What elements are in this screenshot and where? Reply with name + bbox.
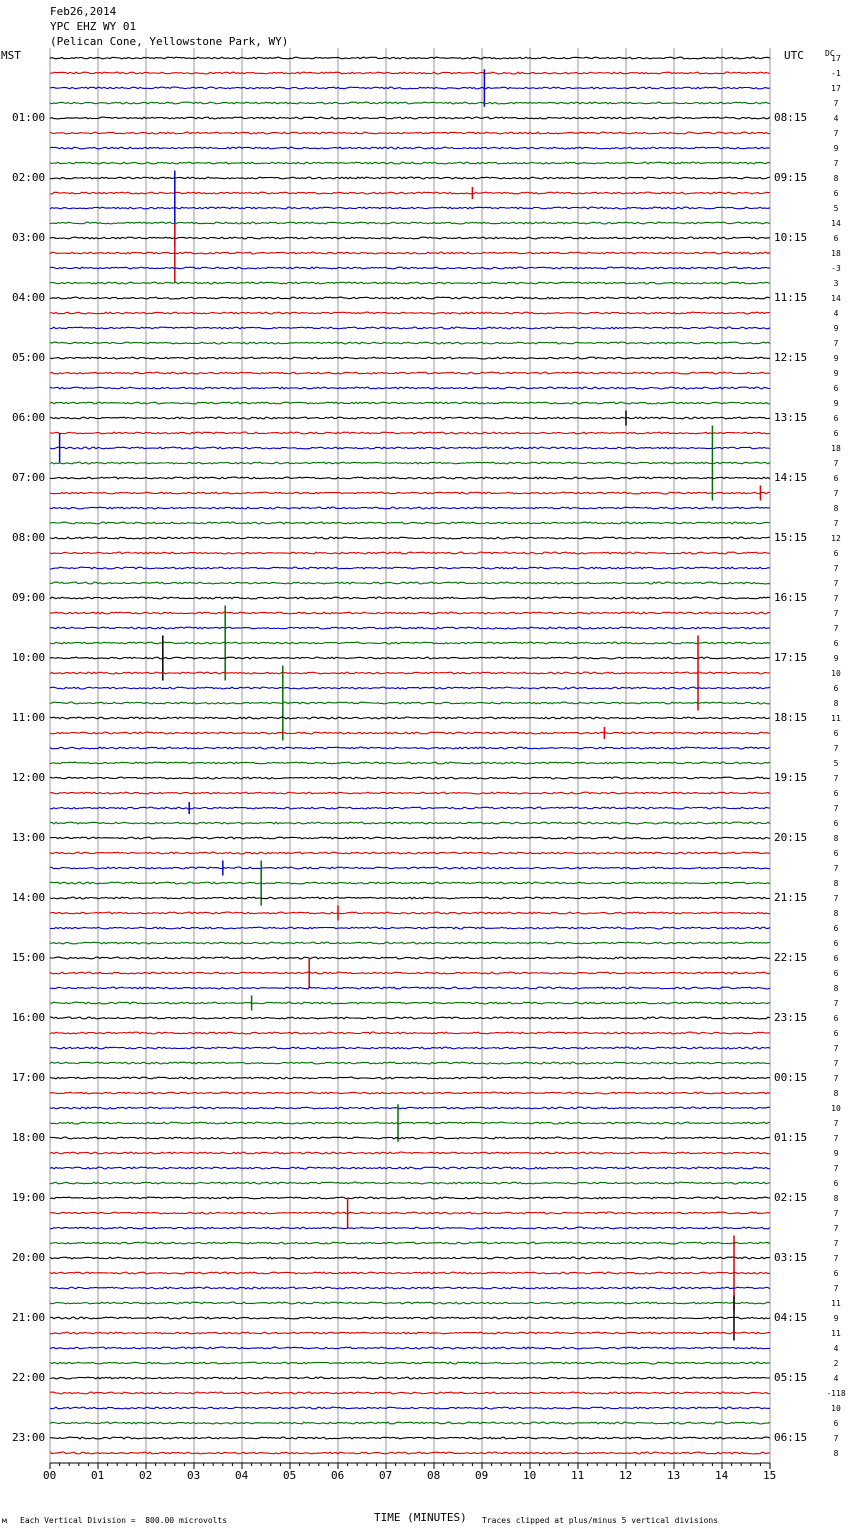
seismic-trace [50,297,770,299]
seismic-trace [50,1377,770,1379]
left-hour-label: 11:00 [12,711,46,724]
seismic-trace [50,1317,770,1319]
dc-offset-value: 6 [833,969,839,978]
dc-offset-value: 8 [833,174,839,183]
dc-offset-value: 9 [833,324,839,333]
seismic-trace [50,852,770,854]
dc-offset-value: 6 [833,954,839,963]
left-hour-label: 23:00 [12,1431,46,1444]
dc-offset-value: 7 [833,1134,839,1143]
seismic-trace [50,267,770,269]
corner-mark: м [2,1516,7,1525]
dc-offset-value: 6 [833,549,839,558]
dc-offset-value: 6 [833,234,839,243]
seismic-trace [50,612,770,614]
seismic-trace [50,627,770,629]
seismic-trace [50,1062,770,1064]
dc-offset-value: 6 [833,924,839,933]
left-hour-label: 04:00 [12,291,46,304]
seismic-trace [50,1197,770,1199]
dc-offset-value: 9 [833,1149,839,1158]
seismic-trace [50,1092,770,1094]
right-hour-label: 11:15 [774,291,808,304]
right-hour-label: 04:15 [774,1311,808,1324]
x-tick-label: 03 [187,1469,201,1482]
dc-offset-value: 7 [833,129,839,138]
x-tick-label: 06 [331,1469,345,1482]
seismic-trace [50,597,770,599]
seismic-trace [50,582,770,584]
seismic-trace [50,1137,770,1139]
dc-offset-value: 17 [831,84,841,93]
left-hour-label: 21:00 [12,1311,46,1324]
x-tick-label: 01 [91,1469,105,1482]
x-tick-label: 12 [619,1469,633,1482]
seismic-trace [50,87,770,89]
seismic-trace [50,1047,770,1049]
dc-offset-value: 7 [833,1434,839,1443]
seismic-trace [50,1107,770,1109]
seismic-trace [50,897,770,899]
dc-offset-value: -3 [831,264,841,273]
left-hour-label: 10:00 [12,651,46,664]
right-hour-label: 09:15 [774,171,808,184]
x-tick-label: 10 [523,1469,537,1482]
left-hour-label: 08:00 [12,531,46,544]
seismic-trace [50,1392,770,1394]
dc-offset-value: 7 [833,1239,839,1248]
seismic-trace [50,1422,770,1424]
seismic-trace [50,1182,770,1184]
seismic-trace [50,1212,770,1214]
dc-offset-value: 7 [833,1074,839,1083]
dc-offset-value: 8 [833,1449,839,1458]
dc-offset-value: 7 [833,999,839,1008]
dc-offset-value: -118 [826,1389,846,1398]
right-hour-label: 20:15 [774,831,808,844]
left-hour-label: 06:00 [12,411,46,424]
dc-offset-value: 8 [833,909,839,918]
seismic-trace [50,1332,770,1334]
right-hour-label: 22:15 [774,951,808,964]
seismic-trace [50,837,770,839]
seismic-trace [50,792,770,794]
dc-offset-value: 7 [833,564,839,573]
seismic-trace [50,687,770,689]
dc-offset-value: 2 [833,1359,839,1368]
seismic-trace [50,912,770,914]
seismic-trace [50,147,770,149]
dc-offset-value: 7 [833,159,839,168]
seismic-trace [50,732,770,734]
right-hour-label: 14:15 [774,471,808,484]
dc-offset-value: 6 [833,1269,839,1278]
seismic-trace [50,1272,770,1274]
left-hour-label: 14:00 [12,891,46,904]
dc-offset-value: 8 [833,834,839,843]
left-hour-label: 16:00 [12,1011,46,1024]
seismic-trace [50,57,770,59]
scale-note: Each Vertical Division = 800.00 microvolts [20,1516,228,1525]
dc-offset-value: 7 [833,864,839,873]
right-hour-label: 13:15 [774,411,808,424]
right-hour-label: 03:15 [774,1251,808,1264]
seismic-trace [50,1287,770,1289]
dc-header-label: DC [825,49,835,58]
left-hour-label: 18:00 [12,1131,46,1144]
seismic-trace [50,867,770,869]
dc-offset-value: 8 [833,879,839,888]
chart-date: Feb26,2014 [50,5,117,18]
seismic-trace [50,762,770,764]
x-tick-label: 11 [571,1469,585,1482]
left-hour-label: 20:00 [12,1251,46,1264]
seismic-trace [50,417,770,419]
x-axis-title: TIME (MINUTES) [374,1511,467,1524]
seismic-trace [50,657,770,659]
dc-offset-value: 11 [831,1329,841,1338]
seismic-trace [50,447,770,449]
seismic-trace [50,192,770,194]
x-tick-label: 02 [139,1469,153,1482]
dc-offset-value: 5 [833,204,839,213]
seismic-trace [50,1002,770,1004]
x-tick-label: 14 [715,1469,729,1482]
seismic-trace [50,1077,770,1079]
right-hour-label: 15:15 [774,531,808,544]
dc-offset-value: 4 [833,1374,839,1383]
seismic-trace [50,342,770,344]
left-timezone-label: MST [1,49,21,62]
dc-offset-value: 6 [833,849,839,858]
dc-offset-value: 7 [833,744,839,753]
seismic-trace [50,372,770,374]
x-tick-label: 07 [379,1469,393,1482]
dc-offset-value: 7 [833,774,839,783]
right-hour-label: 05:15 [774,1371,808,1384]
dc-offset-value: 18 [831,249,841,258]
dc-offset-value: 7 [833,489,839,498]
seismic-trace [50,942,770,944]
seismic-trace [50,222,770,224]
dc-offset-value: 12 [831,534,841,543]
dc-offset-value: 8 [833,504,839,513]
seismic-trace [50,1347,770,1349]
x-tick-label: 08 [427,1469,441,1482]
chart-location: (Pelican Cone, Yellowstone Park, WY) [50,35,289,48]
x-tick-label: 13 [667,1469,681,1482]
dc-offset-value: 8 [833,1194,839,1203]
dc-offset-value: 4 [833,1344,839,1353]
seismic-trace [50,357,770,359]
seismic-trace [50,1152,770,1154]
left-hour-label: 05:00 [12,351,46,364]
seismic-trace [50,327,770,329]
x-tick-label: 15 [763,1469,777,1482]
dc-offset-value: 14 [831,294,841,303]
right-hour-label: 16:15 [774,591,808,604]
right-hour-label: 19:15 [774,771,808,784]
seismic-trace [50,102,770,104]
seismic-trace [50,1242,770,1244]
right-hour-label: 02:15 [774,1191,808,1204]
seismic-trace [50,822,770,824]
dc-offset-value: 10 [831,1104,841,1113]
left-hour-label: 19:00 [12,1191,46,1204]
dc-offset-value: 9 [833,399,839,408]
left-hour-label: 09:00 [12,591,46,604]
dc-offset-value: 4 [833,309,839,318]
left-hour-label: 17:00 [12,1071,46,1084]
dc-offset-value: 11 [831,714,841,723]
seismic-trace [50,507,770,509]
seismic-trace [50,522,770,524]
seismic-trace [50,777,770,779]
right-hour-label: 01:15 [774,1131,808,1144]
dc-offset-value: 5 [833,759,839,768]
clip-note: Traces clipped at plus/minus 5 vertical divisions [482,1516,719,1525]
right-hour-label: 10:15 [774,231,808,244]
seismic-trace [50,492,770,494]
dc-offset-value: 9 [833,1314,839,1323]
right-hour-label: 23:15 [774,1011,808,1024]
dc-offset-value: 7 [833,1044,839,1053]
x-tick-label: 04 [235,1469,249,1482]
left-hour-label: 12:00 [12,771,46,784]
seismic-trace [50,1257,770,1259]
dc-offset-value: 6 [833,819,839,828]
seismic-trace [50,672,770,674]
dc-offset-value: 7 [833,99,839,108]
dc-offset-value: -1 [831,69,841,78]
seismic-trace [50,567,770,569]
seismic-trace [50,402,770,404]
right-hour-label: 12:15 [774,351,808,364]
seismic-trace [50,717,770,719]
seismic-trace [50,1302,770,1304]
dc-offset-value: 11 [831,1299,841,1308]
dc-offset-value: 17 [831,54,841,63]
dc-offset-value: 6 [833,1014,839,1023]
dc-offset-value: 8 [833,1089,839,1098]
left-hour-label: 13:00 [12,831,46,844]
seismic-trace [50,162,770,164]
left-hour-label: 15:00 [12,951,46,964]
seismic-trace [50,882,770,884]
seismic-trace [50,927,770,929]
dc-offset-value: 9 [833,354,839,363]
seismic-trace [50,972,770,974]
dc-offset-value: 7 [833,1164,839,1173]
seismic-trace [50,1227,770,1229]
dc-offset-value: 6 [833,1419,839,1428]
dc-offset-value: 7 [833,579,839,588]
right-hour-label: 18:15 [774,711,808,724]
dc-offset-value: 7 [833,459,839,468]
seismic-trace [50,1167,770,1169]
dc-offset-value: 7 [833,804,839,813]
dc-offset-value: 7 [833,1224,839,1233]
seismic-trace [50,537,770,539]
dc-offset-value: 7 [833,339,839,348]
seismic-trace [50,387,770,389]
left-hour-label: 22:00 [12,1371,46,1384]
seismic-trace [50,282,770,284]
dc-offset-value: 7 [833,609,839,618]
seismic-trace [50,132,770,134]
seismic-trace [50,747,770,749]
dc-offset-value: 7 [833,1254,839,1263]
dc-offset-value: 7 [833,624,839,633]
left-hour-label: 02:00 [12,171,46,184]
dc-offset-value: 6 [833,684,839,693]
seismic-trace [50,177,770,179]
seismic-trace [50,1122,770,1124]
x-tick-label: 09 [475,1469,489,1482]
right-hour-label: 21:15 [774,891,808,904]
dc-offset-value: 6 [833,789,839,798]
dc-offset-value: 7 [833,519,839,528]
seismic-trace [50,957,770,959]
dc-offset-value: 7 [833,1059,839,1068]
x-tick-label: 05 [283,1469,297,1482]
right-hour-label: 06:15 [774,1431,808,1444]
dc-offset-value: 6 [833,1179,839,1188]
seismic-trace [50,1452,770,1454]
seismic-trace [50,1407,770,1409]
seismic-trace [50,72,770,74]
dc-offset-value: 7 [833,1284,839,1293]
dc-offset-value: 6 [833,189,839,198]
seismic-trace [50,1437,770,1439]
seismic-trace [50,552,770,554]
dc-offset-value: 9 [833,144,839,153]
seismic-trace [50,987,770,989]
dc-offset-value: 4 [833,114,839,123]
seismic-trace [50,702,770,704]
seismic-trace [50,1362,770,1364]
seismic-trace [50,252,770,254]
dc-offset-value: 6 [833,729,839,738]
seismic-trace [50,117,770,119]
dc-offset-value: 7 [833,894,839,903]
dc-offset-value: 7 [833,1119,839,1128]
seismic-trace [50,237,770,239]
seismic-trace [50,312,770,314]
dc-offset-value: 14 [831,219,841,228]
left-hour-label: 01:00 [12,111,46,124]
seismic-trace [50,462,770,464]
dc-offset-value: 9 [833,369,839,378]
dc-offset-value: 6 [833,639,839,648]
right-hour-label: 00:15 [774,1071,808,1084]
dc-offset-value: 10 [831,1404,841,1413]
right-hour-label: 17:15 [774,651,808,664]
dc-offset-value: 6 [833,429,839,438]
left-hour-label: 03:00 [12,231,46,244]
dc-offset-value: 18 [831,444,841,453]
dc-offset-value: 6 [833,474,839,483]
dc-offset-value: 3 [833,279,839,288]
dc-offset-value: 6 [833,1029,839,1038]
dc-offset-value: 8 [833,984,839,993]
seismic-trace [50,1032,770,1034]
seismic-trace [50,642,770,644]
right-hour-label: 08:15 [774,111,808,124]
dc-offset-value: 9 [833,654,839,663]
dc-offset-value: 6 [833,939,839,948]
dc-offset-value: 7 [833,594,839,603]
x-tick-label: 00 [43,1469,57,1482]
right-timezone-label: UTC [784,49,804,62]
seismic-trace [50,1017,770,1019]
chart-station: YPC EHZ WY 01 [50,20,137,33]
dc-offset-value: 10 [831,669,841,678]
dc-offset-value: 8 [833,699,839,708]
seismic-trace [50,807,770,809]
seismic-trace [50,432,770,434]
dc-offset-value: 6 [833,414,839,423]
dc-offset-value: 7 [833,1209,839,1218]
seismic-trace [50,207,770,209]
left-hour-label: 07:00 [12,471,46,484]
seismic-trace [50,477,770,479]
dc-offset-value: 6 [833,384,839,393]
